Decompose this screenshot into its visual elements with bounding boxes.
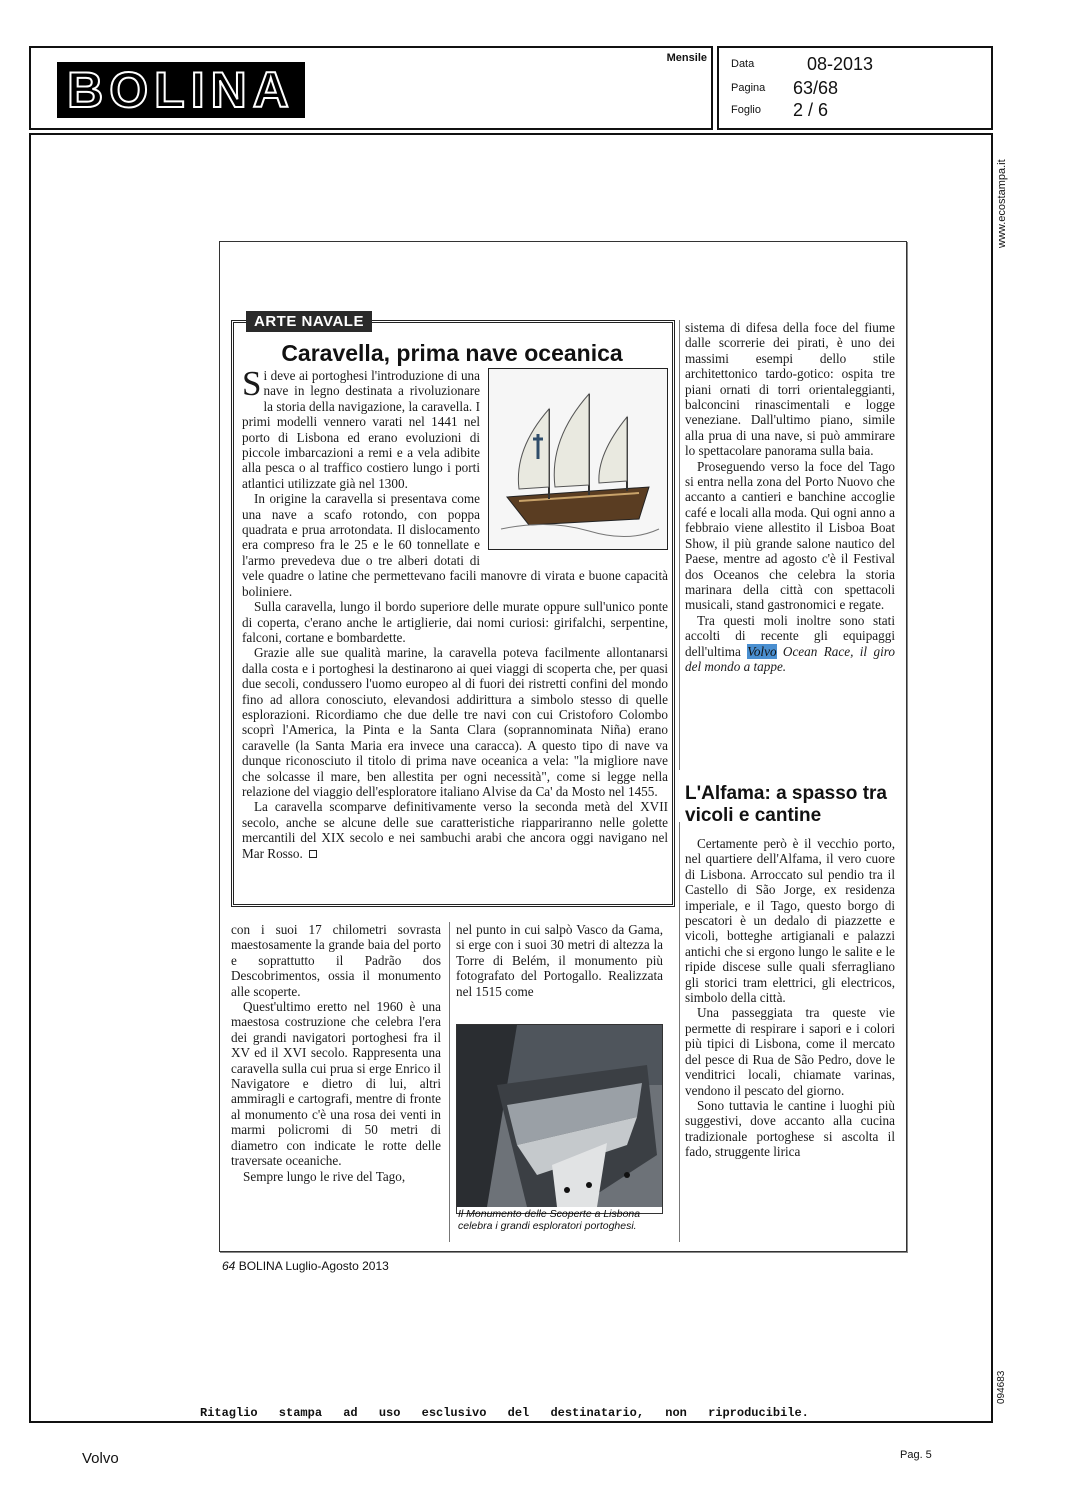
left-paragraph-3: Sempre lungo le rive del Tago, (243, 1168, 406, 1184)
box-paragraph-4: Grazie alle sue qualità marine, la caravella poteva facilmente allontanarsi dalla costa e i portoghesi la destinarono ai quei viaggi di scoperta che, per quasi due secoli, condussero l'uomo europeo al di fuori dei ristretti confini del mondo fino ad allora conosciuto, elevandosi addirittura a simbolo stesso di quelle esplorazioni. Ricordiamo che due delle tre navi con cui Cristoforo Colombo scoprì l'America, la Pinta e la Santa Clara (soprannominata Niña) erano caravelle (la Santa Maria era invece una caracca). A questo tipo di nave va dunque riconosciuto il titolo di prima nave oceanica a vela: "la migliore nave che solcasse il mare, ben allestita per ogni necessità", come si legge nella relazione del viaggio dell'esploratore italiano Alvise da Ca' da Mosto nel 1455. (242, 645, 668, 799)
column-rule (679, 320, 680, 770)
client-label: Volvo (82, 1450, 119, 1467)
sheet-value: 2 / 6 (793, 100, 829, 120)
folio-number: 64 (222, 1259, 236, 1273)
copyright-note: Ritaglio stampa ad uso esclusivo del destinatario, non riproducibile. (200, 1406, 809, 1420)
subheading: L'Alfama: a spasso tra vicoli e cantine (685, 783, 887, 826)
monument-photo (456, 1024, 663, 1214)
left-paragraph-2: Quest'ultimo eretto nel 1960 è una maestosa costruzione che celebra l'era dei grandi navigatori portoghesi fra il XV ed il XVI secolo. Rappresenta una caravella sulla cui prua si erge Enrico il Navigatore e dietro di lui, altri ammiragli e cartografi, mentre di fronte al monumento c'è una rosa dei venti in marmi policromi di 50 metri di diametro con indicate le rotte delle traversate oceaniche. (231, 999, 441, 1169)
highlighted-keyword: Volvo (747, 643, 777, 659)
box-paragraph-2: In origine la caravella si presentava come una nave a scafo rotondo, con poppa quadrata e prua arrotondata. Il dislocamento era compreso fra le 25 e le 60 tonnellate e l'armo prevedeva due o tre alberi dotati di vele quadre o latine che permettevano facili manovre di virata e buone capacità boliniere. (242, 491, 668, 599)
sheet-label: Foglio (731, 104, 761, 116)
end-mark-icon (309, 850, 317, 858)
date-label: Data (731, 58, 755, 70)
box-paragraph-1: i deve ai portoghesi l'introduzione di una nave in legno destinata a rivoluzionare la storia della navigazione, la caravella. I primi modelli vennero varati nel 1441 nel porto di Lisbona ed erano evoluzioni di piccole imbarcazioni a remi e a vela adibite alla pesca o al traffico costiero lungo i porti atlantici utilizzate già nel 1300. (242, 368, 480, 491)
periodicity-label: Mensile (666, 52, 707, 64)
box-paragraph-3: Sulla caravella, lungo il bordo superiore delle murate oppure sull'unico ponte di coperta, c'erano anche le artiglierie, dai nomi curiosi: girifalchi, serpentine, falconi, cortane e bombardette. (242, 599, 668, 645)
magazine-page (219, 241, 907, 1273)
left-paragraph-1: con i suoi 17 chilometri sovrasta maestosamente la grande baia del porto e soprattutto il Padrão dos Descobrimentos, ossia il monumento alle scoperte. (231, 922, 441, 999)
column-rule (449, 922, 450, 1242)
bolina-logo: BOLINA (57, 62, 305, 118)
middle-paragraph-1: nel punto in cui salpò Vasco da Gama, si erge con i suoi 30 metri di altezza la Torre di Belém, il monumento più fotografato del Portogallo. Realizzata nel 1515 come (456, 922, 663, 999)
right-paragraph-2: Proseguendo verso la foce del Tago si entra nella zona del Porto Nuovo che accanto a cantieri e banchine accoglie café e locali alla moda. Qui ogni anno a febbraio viene allestito il Lisboa Boat Show, il più grande salone nautico del Paese, mentre ad agosto c'è il Festival dos Oceanos che celebra la storia marinara della città con spettacoli musicali, stand gastronomici e regate. (685, 458, 895, 613)
alfama-paragraph-3: Sono tuttavia le cantine i luoghi più suggestivi, dove accanto alla cucina tradizionale portoghese si ascolta il fado, struggente lirica (685, 1097, 895, 1160)
page-label: Pagina (731, 82, 766, 94)
box-headline: Caravella, prima nave oceanica (281, 340, 623, 366)
page-folio (222, 1259, 389, 1273)
header-left-box (29, 46, 713, 130)
alfama-paragraph-1: Certamente però è il vecchio porto, nel quartiere dell'Alfama, il vero cuore di Lisbona. Arroccato sul pendio tra il Castello di São Jorge, ex residenza imperiale, e il Tago, questo borgo di pescatori è un dedalo di piazzette e vicoli, botteghe artigianali e palazzi antichi che si ergono lungo le salite e le ripide discese sulle quali sferragliano gli storici tram elettrici, gli electricos, simbolo della città. (685, 836, 895, 1006)
section-kicker: ARTE NAVALE (246, 311, 372, 332)
right-paragraph-3 (685, 613, 895, 675)
photo-caption: Il Monumento delle Scoperte a Lisbona celebra i grandi esploratori portoghesi. (458, 1208, 641, 1232)
left-column (231, 922, 441, 1242)
right-paragraph-3-b: Ocean Race, il giro del mondo a tappe. (685, 643, 895, 674)
right-paragraph-3-a: Tra questi moli inoltre sono stati accolti di recente gli equipaggi dell'ultima (685, 612, 895, 659)
box-paragraph-5-text: La caravella scomparve definitivamente verso la seconda metà del XVII secolo, anche se alcune delle sue caratteristiche riappariranno nelle golette mercantili del XIX secolo e nei sambuchi arabi che ancora oggi navigano nel Mar Rosso. (242, 799, 668, 861)
page-value: 63/68 (793, 78, 839, 98)
caravel-illustration (488, 368, 668, 550)
side-code: 094683 (996, 1370, 1007, 1404)
folio-text: BOLINA Luglio-Agosto 2013 (238, 1259, 389, 1273)
date-value: 08-2013 (807, 54, 874, 74)
box-body (242, 368, 668, 868)
side-url: www.ecostampa.it (996, 159, 1008, 248)
header-meta-box (717, 46, 993, 130)
alfama-paragraph-2: Una passeggiata tra queste vie permette di respirare i sapori e i colori più tipici di Lisbona, come il mercato del pesce di Rua de São Pedro, dove le venditrici locali, chiamate varinas, vendono il pescato del giorno. (685, 1005, 895, 1098)
middle-column (456, 922, 663, 1022)
drop-cap: S (242, 368, 262, 403)
sidebar-box (231, 313, 675, 907)
right-column-bottom (685, 836, 895, 1238)
box-paragraph-5 (242, 799, 668, 861)
right-column-top (685, 320, 895, 770)
column-rule (679, 822, 680, 1242)
page-number-label: Pag. 5 (900, 1449, 932, 1461)
right-paragraph-1: sistema di difesa della foce del fiume dalle scorrerie dei pirati, è uno dei massimi esempi dello stile architettonico tardo-gotico: ospita tre piani ornati di torri orientaleggianti, balconcini rinascimentali e logge veneziane. Dall'ultimo piano, simile alla prua di una nave, si può ammirare lo spettacolare panorama sulla baia. (685, 320, 895, 459)
